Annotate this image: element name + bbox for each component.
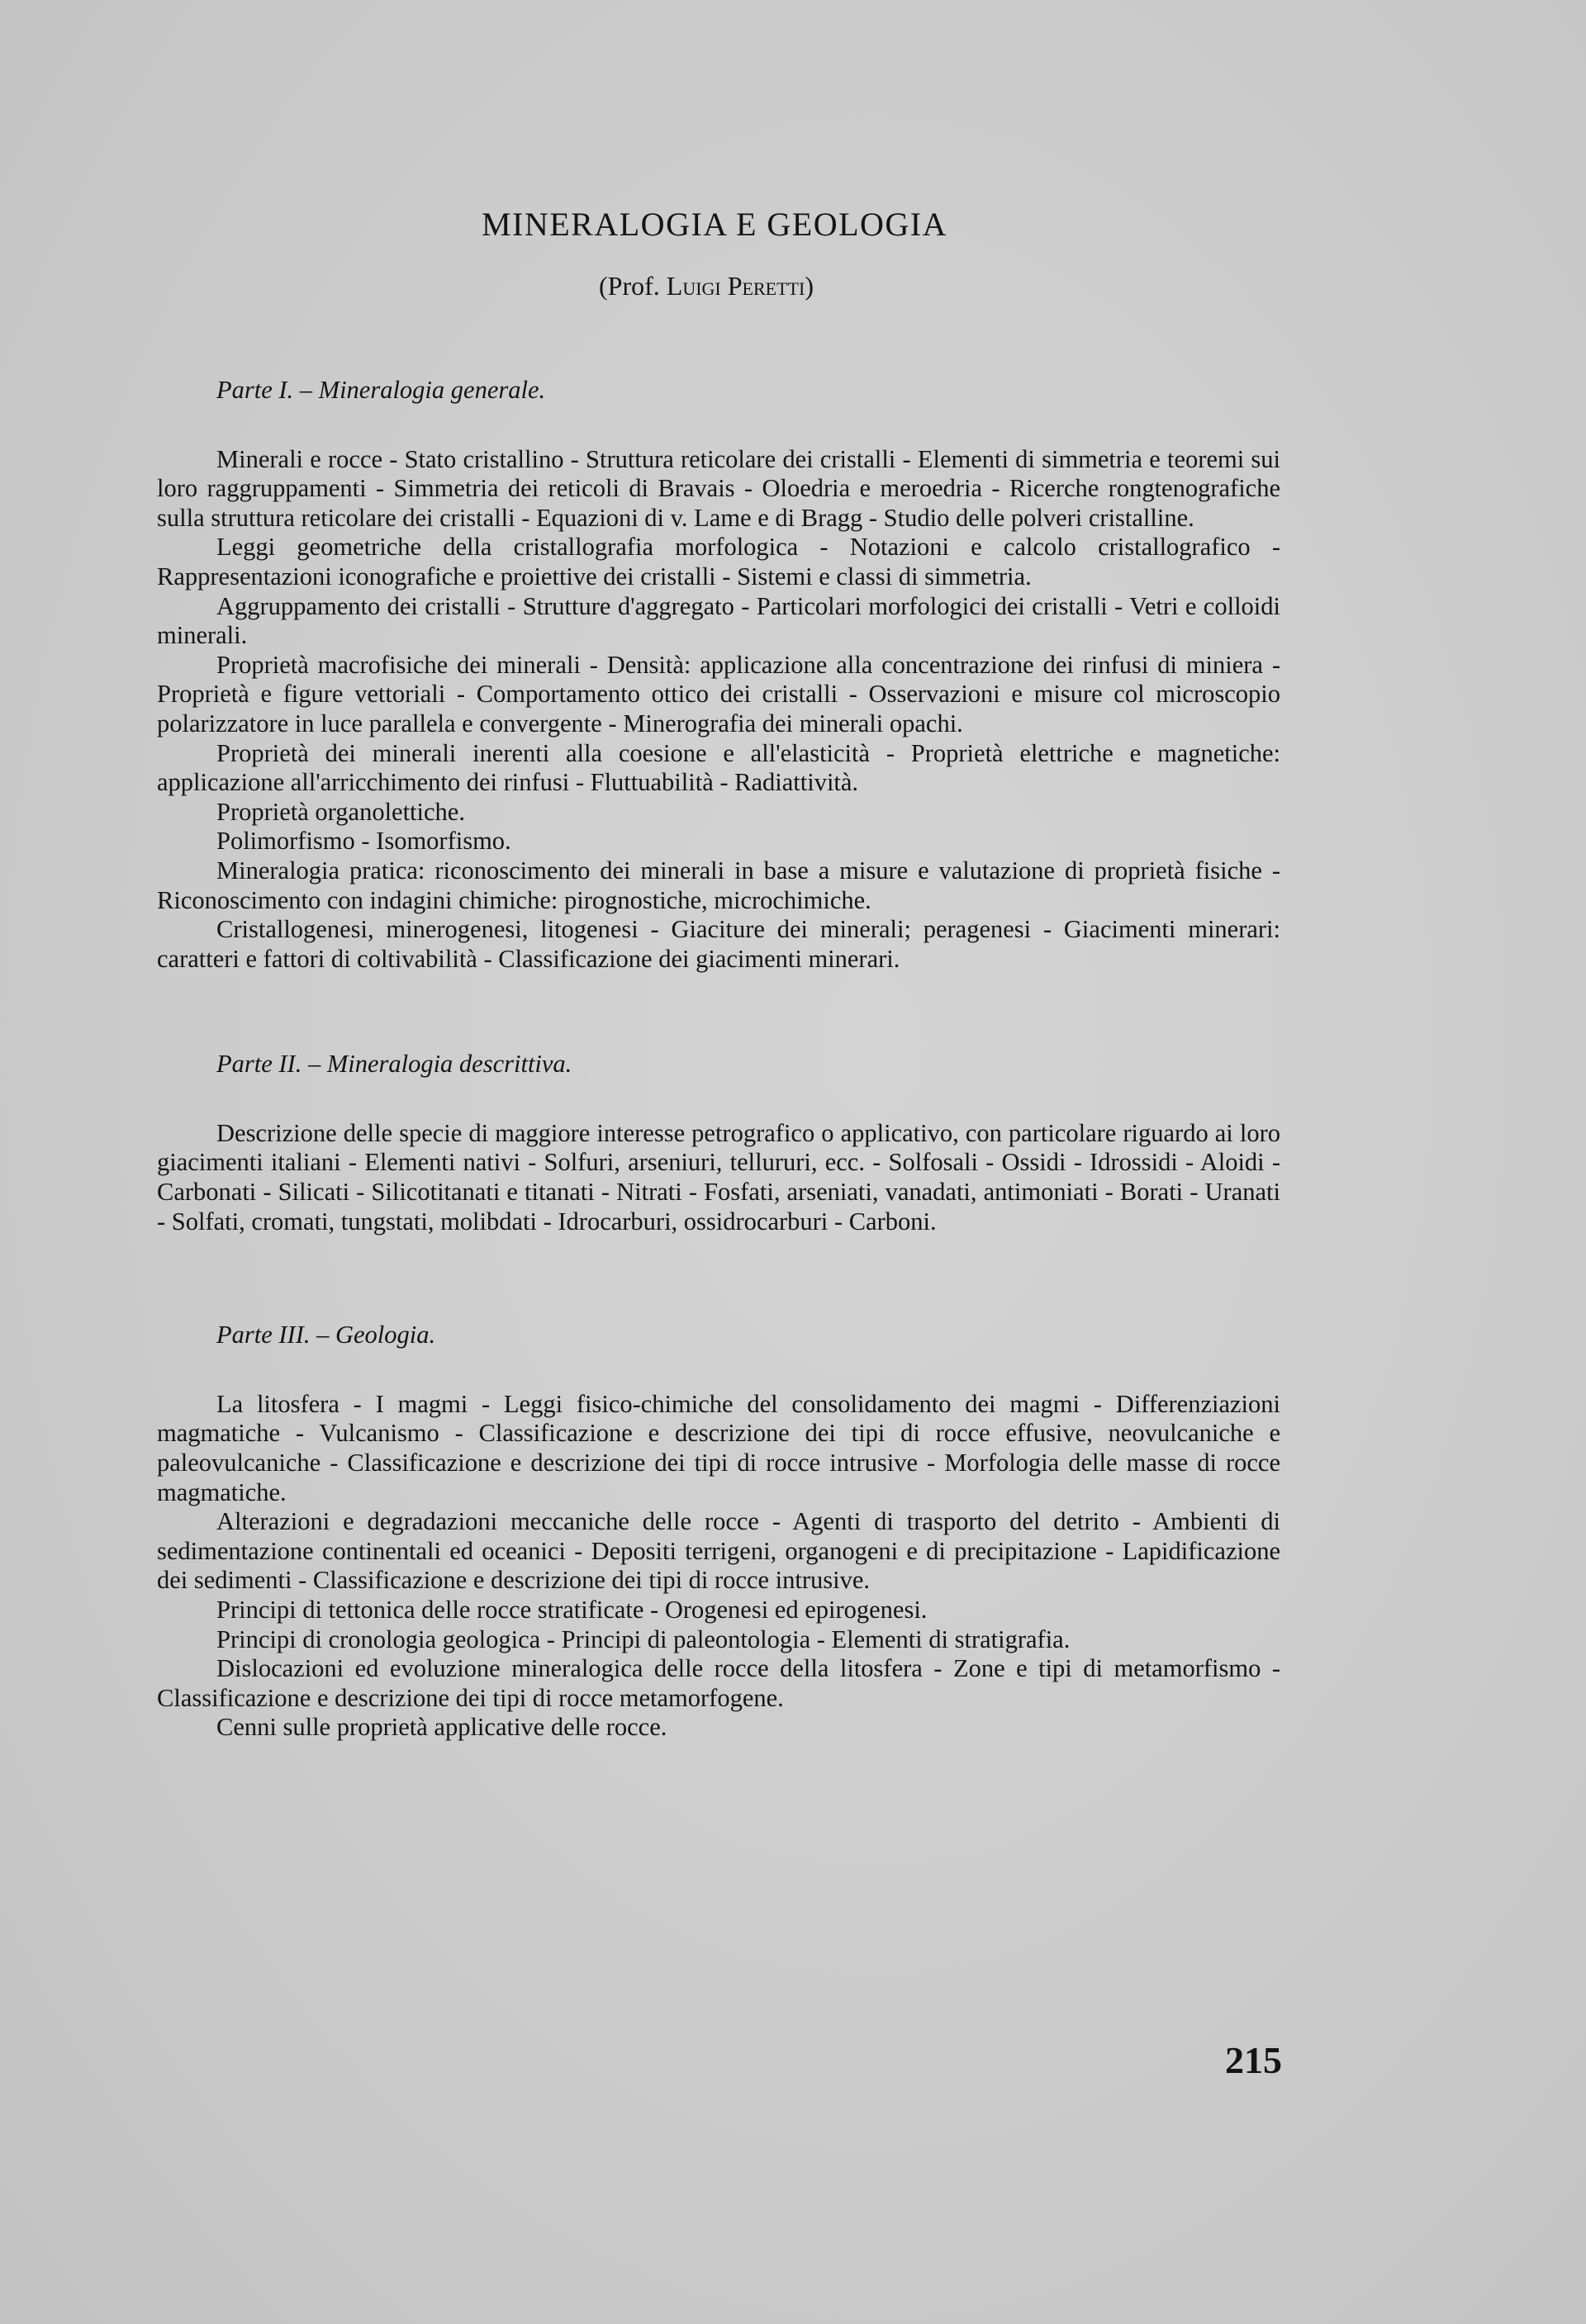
part1-paragraph: Polimorfismo - Isomorfismo. (216, 827, 511, 856)
part3-paragraph: Principi di cronologia geologica - Principi di paleontologia - Elementi di stratigrafia. (216, 1624, 1071, 1653)
part1-paragraph: Mineralogia pratica: riconoscimento dei minerali in base a misure e valutazione di proprietà fisiche - Riconoscimento con indagini chimiche: pirognostiche, microchimiche. (157, 856, 1280, 914)
part1-paragraph: Minerali e rocce - Stato cristallino - Struttura reticolare dei cristalli - Elementi di simmetria e teoremi sui loro raggruppamenti - Simmetria dei reticoli di Bravais - Oloedria e meroedria - Ricerche rongtenografiche sulla struttura reticolare dei cristalli - Equazioni di v. Lame e di Bragg - Studio delle polveri cristalline. (157, 444, 1280, 532)
author-line (0, 271, 1413, 301)
part1-heading: Parte I. – Mineralogia generale. (216, 376, 546, 404)
part1-paragraph: Proprietà macrofisiche dei minerali - Densità: applicazione alla concentrazione dei rinfusi di miniera - Proprietà e figure vettoriali - Comportamento ottico dei cristalli - Osservazioni e misure col microscopio polarizzatore in luce parallela e convergente - Minerografia dei minerali opachi. (157, 650, 1280, 738)
document-body (157, 376, 1280, 1743)
part1-paragraph: Aggruppamento dei cristalli - Strutture d'aggregato - Particolari morfologici dei cristalli - Vetri e colloidi minerali. (157, 591, 1280, 650)
part3-paragraph: Dislocazioni ed evoluzione mineralogica delle rocce della litosfera - Zone e tipi di metamorfismo - Classificazione e descrizione dei tipi di rocce metamorfogene. (157, 1654, 1280, 1712)
part3-paragraph: Cenni sulle proprietà applicative delle rocce. (216, 1713, 667, 1742)
part3-paragraph: Alterazioni e degradazioni meccaniche delle rocce - Agenti di trasporto del detrito - Ambienti di sedimentazione continentali ed oceanici - Depositi terrigeni, organogeni e di precipitazione - Lapidificazione dei sedimenti - Classificazione e descrizione dei tipi di rocce intrusive. (157, 1507, 1280, 1595)
part3-paragraph: Principi di tettonica delle rocce stratificate - Orogenesi ed epirogenesi. (216, 1596, 928, 1624)
author-suffix: ) (805, 271, 814, 301)
author-prefix: (Prof. (599, 271, 667, 301)
part3-heading: Parte III. – Geologia. (216, 1321, 436, 1349)
part1-paragraph: Cristallogenesi, minerogenesi, litogenesi - Giaciture dei minerali; peragenesi - Giacimenti minerari: caratteri e fattori di coltivabilità - Classificazione dei giacimenti minerari. (157, 915, 1280, 973)
page-title: MINERALOGIA E GEOLOGIA (481, 206, 948, 243)
part1-paragraph: Proprietà dei minerali inerenti alla coesione e all'elasticità - Proprietà elettriche e magnetiche: applicazione all'arricchimento dei rinfusi - Fluttuabilità - Radiattività. (157, 738, 1280, 797)
part2-paragraph: Descrizione delle specie di maggiore interesse petrografico o applicativo, con particolare riguardo ai loro giacimenti italiani - Elementi nativi - Solfuri, arseniuri, tellururi, ecc. - Solfosali - Ossidi - Idrossidi - Aloidi - Carbonati - Silicati - Silicotitanati e titanati - Nitrati - Fosfati, arseniati, vanadati, antimoniati - Borati - Uranati - Solfati, cromati, tungstati, molibdati - Idrocarburi, ossidrocarburi - Carboni. (157, 1118, 1280, 1236)
part2-heading: Parte II. – Mineralogia descrittiva. (216, 1050, 572, 1079)
page-number: 215 (1225, 2039, 1282, 2081)
part1-paragraph: Proprietà organolettiche. (216, 797, 465, 826)
author-name: Luigi Peretti (666, 271, 805, 301)
part3-paragraph: La litosfera - I magmi - Leggi fisico-chimiche del consolidamento dei magmi - Differenziazioni magmatiche - Vulcanismo - Classificazione e descrizione dei tipi di rocce effusive, neovulcaniche e paleovulcaniche - Classificazione e descrizione dei tipi di rocce intrusive - Morfologia delle masse di rocce magmatiche. (157, 1389, 1280, 1506)
part1-paragraph: Leggi geometriche della cristallografia morfologica - Notazioni e calcolo cristallografico - Rappresentazioni iconografiche e proiettive dei cristalli - Sistemi e classi di simmetria. (157, 533, 1280, 590)
